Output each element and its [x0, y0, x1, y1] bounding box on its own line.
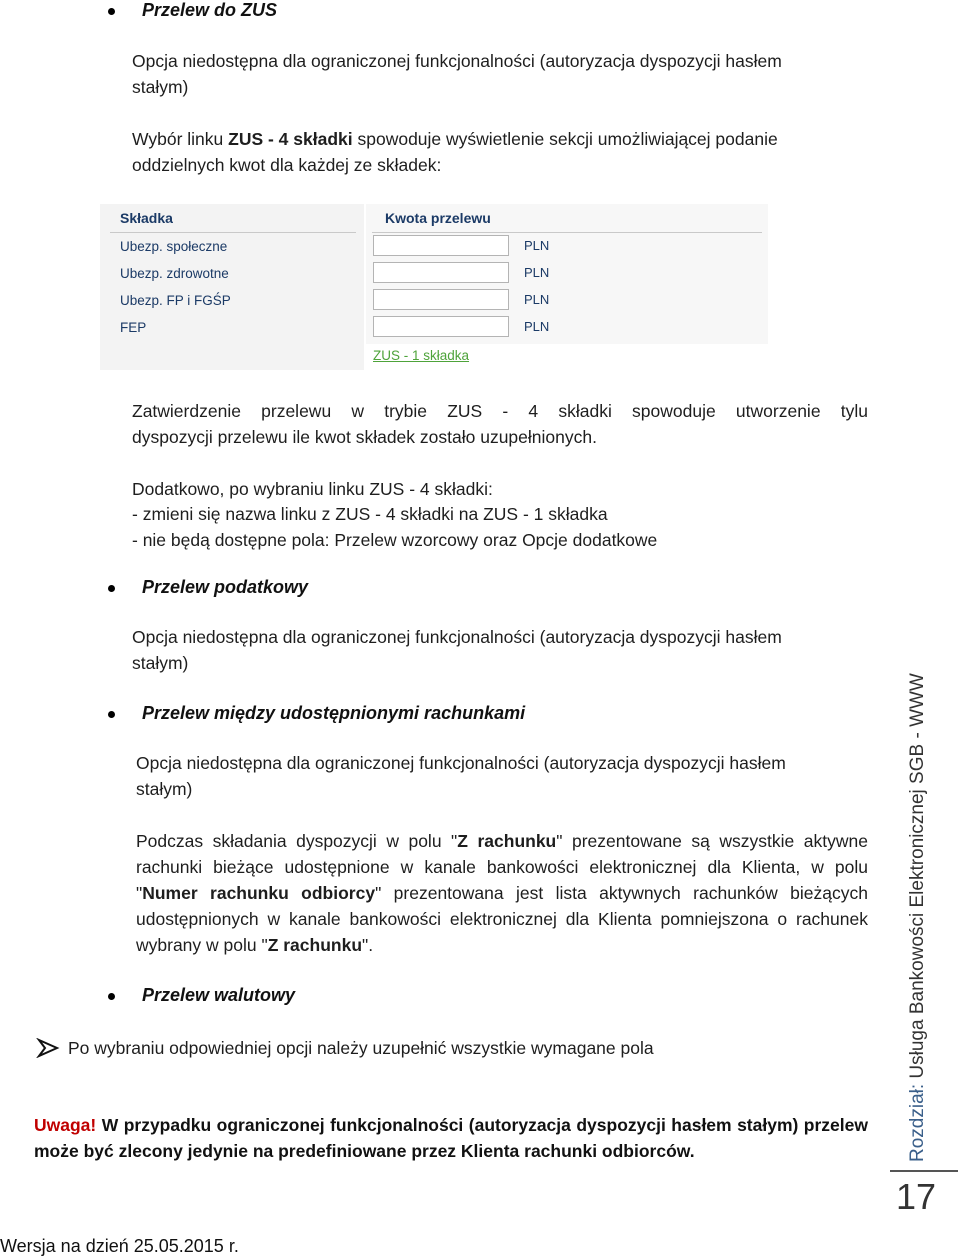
- arrow-bullet-icon: [36, 1038, 60, 1058]
- podatkowy-note-line1: Opcja niedostępna dla ograniczonej funkcjonalności (autoryzacja dyspozycji hasłem: [132, 627, 782, 647]
- zus-form-header-kwota: Kwota przelewu: [385, 210, 491, 226]
- section-heading-walutowy: Przelew walutowy: [142, 985, 296, 1005]
- miedzy-desc-part2: " prezentowane są wszystkie aktywne rachunki bieżące udostępnione w kanale bankowości elektronicznej dla Klienta, w polu ": [136, 831, 868, 903]
- zus-form-amount-input[interactable]: [373, 289, 509, 310]
- miedzy-desc-bold3: Z rachunku: [267, 935, 363, 955]
- zus-form-row-label: Ubezp. FP i FGŚP: [120, 293, 231, 308]
- bullet-icon: [108, 993, 115, 1000]
- zus-form-amount-input[interactable]: [373, 262, 509, 283]
- miedzy-note-line2: stałym): [136, 779, 193, 799]
- page-number: 17: [896, 1176, 937, 1217]
- chapter-sidebar: [898, 673, 938, 1162]
- zus-form-currency: PLN: [524, 319, 550, 334]
- zus-extra-line2: - zmieni się nazwa linku z ZUS - 4 składki na ZUS - 1 składka: [132, 504, 608, 524]
- podatkowy-note-line2: stałym): [132, 653, 189, 673]
- zus-form-header-skladka: Składka: [120, 210, 173, 226]
- zus-choice-post: spowoduje wyświetlenie sekcji umożliwiającej podanie: [352, 129, 778, 149]
- bullet-icon: [108, 8, 115, 15]
- section-heading-zus: Przelew do ZUS: [142, 0, 278, 20]
- zus-form-amount-input[interactable]: [373, 316, 509, 337]
- zus-form-amount-input[interactable]: [373, 235, 509, 256]
- warning-text: W przypadku ograniczonej funkcjonalności (autoryzacja dyspozycji hasłem stałym) przelew może być zlecony jedynie na predefiniowane przez Klienta rachunki odbiorców.: [34, 1115, 868, 1161]
- zus-form-currency: PLN: [524, 292, 550, 307]
- zus-confirm-line1: Zatwierdzenie przelewu w trybie ZUS - 4 składki spowoduje utworzenie tylu: [132, 401, 868, 421]
- warning-paragraph: [34, 1112, 868, 1164]
- zus-form-header-divider: [372, 232, 762, 233]
- zus-form-screenshot: [100, 204, 768, 370]
- version-footer: Wersja na dzień 25.05.2015 r.: [0, 1236, 239, 1256]
- miedzy-note-line1: Opcja niedostępna dla ograniczonej funkcjonalności (autoryzacja dyspozycji hasłem: [136, 753, 786, 773]
- section-heading-podatkowy: Przelew podatkowy: [142, 577, 309, 597]
- zus-form-row-label: Ubezp. zdrowotne: [120, 266, 229, 281]
- zus-extra-line3: - nie będą dostępne pola: Przelew wzorcowy oraz Opcje dodatkowe: [132, 530, 658, 550]
- zus-one-contribution-link[interactable]: ZUS - 1 składka: [373, 348, 470, 363]
- warning-label: Uwaga!: [34, 1115, 97, 1135]
- zus-confirm-line2: dyspozycji przelewu ile kwot składek zostało uzupełnionych.: [132, 427, 597, 447]
- zus-choice-bold: ZUS - 4 składki: [228, 129, 353, 149]
- zus-form-header-divider: [110, 232, 356, 233]
- miedzy-description: [136, 828, 868, 958]
- zus-note-line2: stałym): [132, 77, 189, 97]
- arrow-note: Po wybraniu odpowiedniej opcji należy uzupełnić wszystkie wymagane pola: [68, 1038, 654, 1058]
- miedzy-desc-bold1: Z rachunku: [457, 831, 557, 851]
- chapter-prefix: Rozdział:: [907, 1078, 928, 1162]
- page-number-divider: [890, 1170, 958, 1172]
- zus-form-currency: PLN: [524, 238, 550, 253]
- chapter-title: Usługa Bankowości Elektronicznej SGB - WWW: [907, 673, 928, 1079]
- miedzy-desc-part3: " prezentowana jest lista aktywnych rachunków bieżących udostępnionych w kanale bankowości elektronicznej dla Klienta pomniejszona o rachunek wybrany w polu ": [136, 883, 868, 955]
- bullet-icon: [108, 585, 115, 592]
- zus-form-row-label: Ubezp. społeczne: [120, 239, 228, 254]
- zus-form-label-column: [100, 204, 364, 370]
- miedzy-desc-part1: Podczas składania dyspozycji w polu ": [136, 831, 458, 851]
- zus-extra-line1: Dodatkowo, po wybraniu linku ZUS - 4 składki:: [132, 479, 493, 499]
- zus-form-row-label: FEP: [120, 320, 147, 335]
- bullet-icon: [108, 711, 115, 718]
- zus-choice-pre: Wybór linku: [132, 129, 229, 149]
- zus-form-currency: PLN: [524, 265, 550, 280]
- miedzy-desc-part4: ".: [362, 935, 374, 955]
- zus-choice-line1: [132, 126, 778, 152]
- miedzy-desc-bold2: Numer rachunku odbiorcy: [142, 883, 376, 903]
- section-heading-miedzy: Przelew między udostępnionymi rachunkami: [142, 703, 526, 723]
- zus-note-line1: Opcja niedostępna dla ograniczonej funkcjonalności (autoryzacja dyspozycji hasłem: [132, 51, 782, 71]
- zus-choice-line2: oddzielnych kwot dla każdej ze składek:: [132, 155, 442, 175]
